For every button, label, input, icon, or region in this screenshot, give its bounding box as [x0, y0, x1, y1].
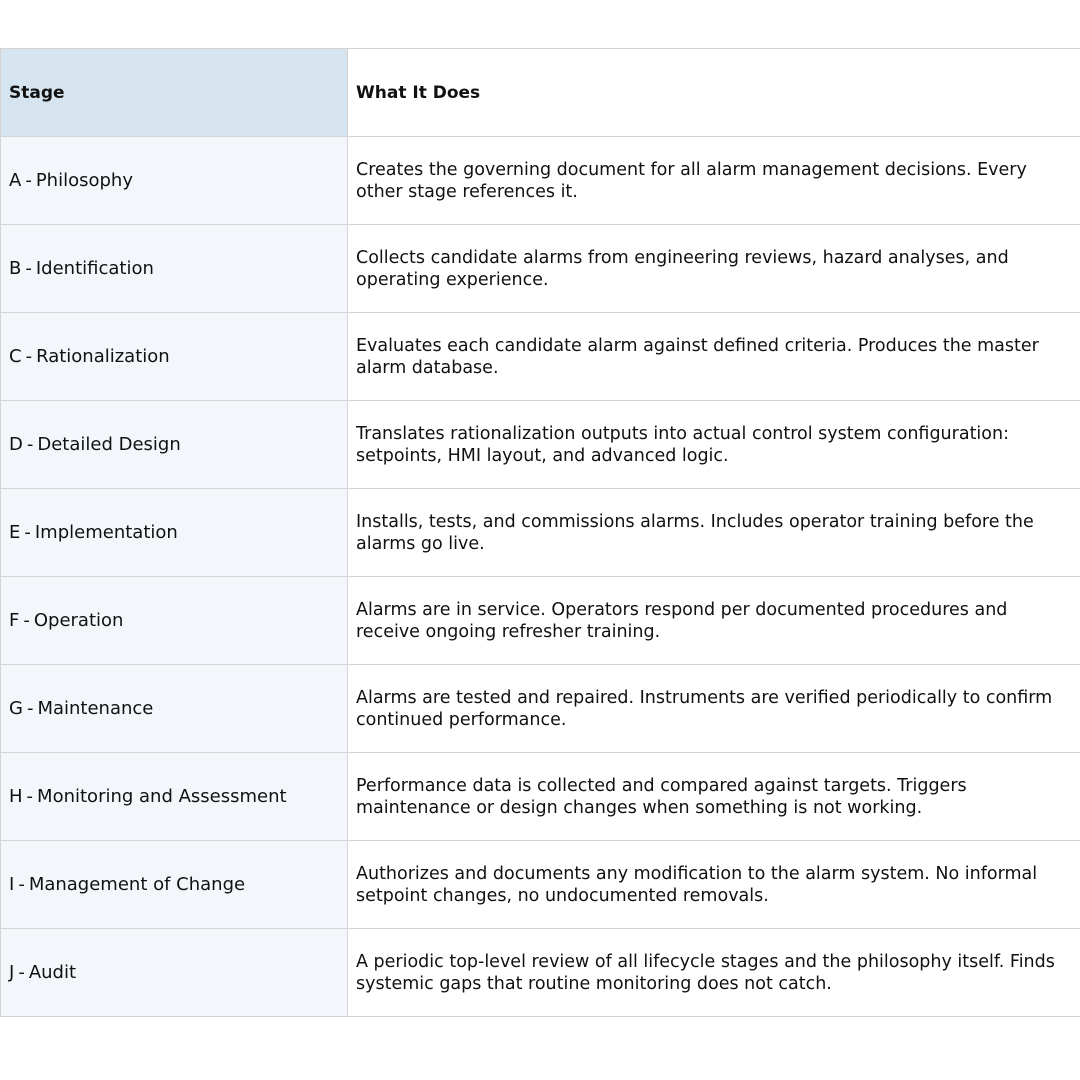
description-cell: Authorizes and documents any modification to the alarm system. No informal setpoint changes, no undocumented removals.	[348, 841, 1080, 929]
stage-cell	[1, 929, 348, 1017]
stage-column-header: Stage	[1, 49, 348, 137]
table-row	[1, 841, 1080, 929]
stage-separator: -	[18, 874, 25, 895]
stage-name: Detailed Design	[37, 434, 181, 455]
description-cell: Installs, tests, and commissions alarms. Includes operator training before the alarms go live.	[348, 489, 1080, 577]
stage-separator: -	[25, 170, 32, 191]
stage-cell	[1, 841, 348, 929]
table-header-row	[1, 49, 1080, 137]
stage-name: Maintenance	[37, 698, 154, 719]
stage-separator: -	[24, 522, 31, 543]
table-row	[1, 665, 1080, 753]
stage-letter: E	[9, 522, 21, 543]
table-row	[1, 577, 1080, 665]
stage-letter: A	[9, 170, 22, 191]
table-body	[1, 137, 1080, 1017]
stage-name: Monitoring and Assessment	[37, 786, 287, 807]
table-row	[1, 225, 1080, 313]
stage-letter: G	[9, 698, 23, 719]
stage-letter: F	[9, 610, 20, 631]
stage-letter: H	[9, 786, 23, 807]
description-cell: Creates the governing document for all alarm management decisions. Every other stage references it.	[348, 137, 1080, 225]
stage-letter: I	[9, 874, 15, 895]
stage-letter: J	[9, 962, 15, 983]
stage-cell	[1, 753, 348, 841]
stage-separator: -	[25, 258, 32, 279]
stage-letter: B	[9, 258, 22, 279]
stage-cell	[1, 577, 348, 665]
table-row	[1, 929, 1080, 1017]
stage-cell	[1, 489, 348, 577]
stage-separator: -	[25, 346, 33, 367]
table-row	[1, 137, 1080, 225]
stage-name: Operation	[33, 610, 124, 631]
stage-name: Rationalization	[36, 346, 170, 367]
description-cell: Performance data is collected and compared against targets. Triggers maintenance or design changes when something is not working.	[348, 753, 1080, 841]
description-cell: Collects candidate alarms from engineering reviews, hazard analyses, and operating experience.	[348, 225, 1080, 313]
table-row	[1, 401, 1080, 489]
stage-cell	[1, 225, 348, 313]
table-row	[1, 753, 1080, 841]
stage-separator: -	[23, 610, 30, 631]
stage-cell	[1, 313, 348, 401]
table-row	[1, 489, 1080, 577]
description-cell: A periodic top-level review of all lifecycle stages and the philosophy itself. Finds systemic gaps that routine monitoring does not catch.	[348, 929, 1080, 1017]
stage-cell	[1, 665, 348, 753]
stage-name: Management of Change	[28, 874, 246, 895]
lifecycle-table	[0, 48, 1080, 1017]
stage-separator: -	[26, 434, 34, 455]
stage-separator: -	[26, 698, 34, 719]
stage-separator: -	[18, 962, 25, 983]
stage-name: Philosophy	[35, 170, 133, 191]
description-column-header: What It Does	[348, 49, 1080, 137]
description-cell: Alarms are in service. Operators respond per documented procedures and receive ongoing refresher training.	[348, 577, 1080, 665]
stage-separator: -	[26, 786, 34, 807]
stage-letter: C	[9, 346, 22, 367]
stage-letter: D	[9, 434, 23, 455]
description-cell: Translates rationalization outputs into actual control system configuration: setpoints, HMI layout, and advanced logic.	[348, 401, 1080, 489]
stage-name: Audit	[28, 962, 77, 983]
description-cell: Alarms are tested and repaired. Instruments are verified periodically to confirm continued performance.	[348, 665, 1080, 753]
description-cell: Evaluates each candidate alarm against defined criteria. Produces the master alarm database.	[348, 313, 1080, 401]
stage-name: Identification	[35, 258, 154, 279]
stage-cell	[1, 401, 348, 489]
stage-name: Implementation	[34, 522, 178, 543]
stage-cell	[1, 137, 348, 225]
table-row	[1, 313, 1080, 401]
